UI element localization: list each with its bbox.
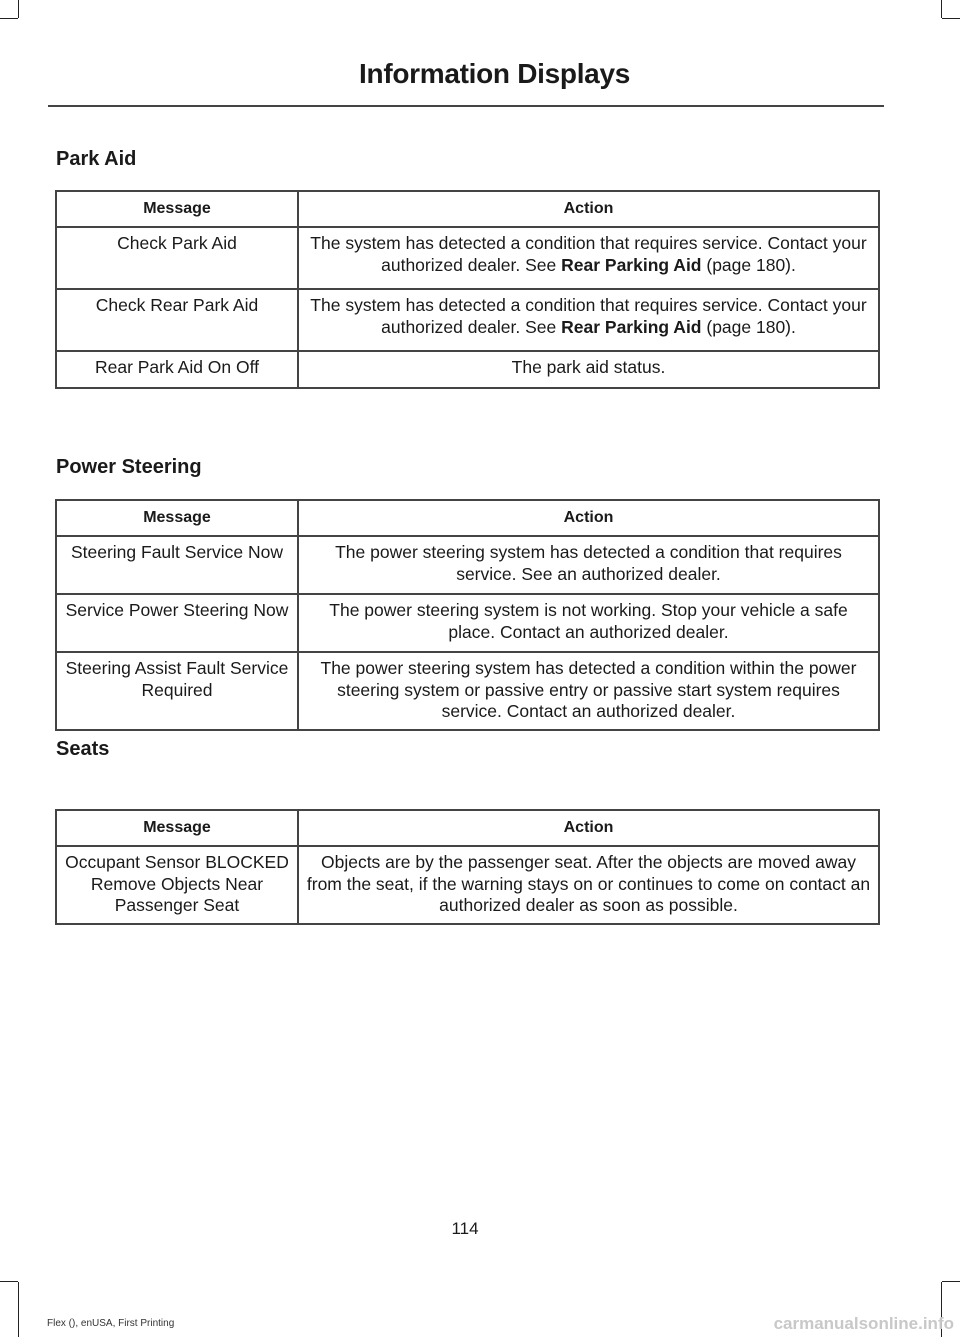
message-cell: Check Park Aid bbox=[56, 227, 298, 289]
section-title-power-steering: Power Steering bbox=[56, 456, 202, 478]
power-steering-table bbox=[55, 499, 880, 731]
message-cell: Occupant Sensor BLOCKED Remove Objects Near Passenger Seat bbox=[56, 846, 298, 924]
crop-mark bbox=[942, 18, 960, 19]
crop-mark bbox=[18, 1282, 19, 1337]
crop-mark bbox=[942, 1281, 960, 1282]
section-title-seats: Seats bbox=[56, 738, 110, 760]
park-aid-table bbox=[55, 190, 880, 389]
section-title-park-aid: Park Aid bbox=[56, 148, 137, 170]
action-cell bbox=[298, 227, 879, 289]
column-header-action: Action bbox=[298, 500, 879, 536]
page-reference: (page 180). bbox=[701, 316, 796, 337]
table-row bbox=[56, 351, 879, 388]
table-header-row bbox=[56, 191, 879, 227]
table-header-row bbox=[56, 810, 879, 846]
seats-table bbox=[55, 809, 880, 925]
page-reference: (page 180). bbox=[701, 254, 796, 275]
cross-reference-link[interactable]: Rear Parking Aid bbox=[561, 316, 702, 337]
action-cell: The park aid status. bbox=[298, 351, 879, 388]
column-header-message: Message bbox=[56, 191, 298, 227]
table-row bbox=[56, 536, 879, 594]
action-text: The system has detected a condition that requires service. Contact your authorized dealer. See bbox=[310, 295, 867, 337]
table-row bbox=[56, 652, 879, 730]
crop-mark bbox=[0, 18, 18, 19]
action-cell: The power steering system has detected a condition within the power steering system or passive entry or passive start system requires service. Contact an authorized dealer. bbox=[298, 652, 879, 730]
column-header-action: Action bbox=[298, 810, 879, 846]
action-cell: Objects are by the passenger seat. After the objects are moved away from the seat, if the warning stays on or continues to come on contact an authorized dealer as soon as possible. bbox=[298, 846, 879, 924]
message-cell: Service Power Steering Now bbox=[56, 594, 298, 652]
action-text: The system has detected a condition that requires service. Contact your authorized dealer. See bbox=[310, 233, 867, 275]
table-header-row bbox=[56, 500, 879, 536]
table-row bbox=[56, 289, 879, 351]
action-cell: The power steering system has detected a condition that requires service. See an authorized dealer. bbox=[298, 536, 879, 594]
column-header-message: Message bbox=[56, 810, 298, 846]
header-divider bbox=[48, 105, 884, 107]
crop-mark bbox=[18, 0, 19, 18]
crop-mark bbox=[941, 0, 942, 18]
table-row bbox=[56, 846, 879, 924]
watermark: carmanualsonline.info bbox=[773, 1314, 954, 1333]
message-cell: Steering Assist Fault Service Required bbox=[56, 652, 298, 730]
action-cell: The power steering system is not working. Stop your vehicle a safe place. Contact an authorized dealer. bbox=[298, 594, 879, 652]
column-header-action: Action bbox=[298, 191, 879, 227]
message-cell: Rear Park Aid On Off bbox=[56, 351, 298, 388]
column-header-message: Message bbox=[56, 500, 298, 536]
message-cell: Steering Fault Service Now bbox=[56, 536, 298, 594]
action-cell bbox=[298, 289, 879, 351]
page-number: 114 bbox=[451, 1219, 479, 1238]
cross-reference-link[interactable]: Rear Parking Aid bbox=[561, 254, 702, 275]
table-row bbox=[56, 227, 879, 289]
footer-print-info: Flex (), enUSA, First Printing bbox=[47, 1318, 175, 1329]
crop-mark bbox=[0, 1281, 18, 1282]
page-title: Information Displays bbox=[359, 58, 630, 89]
message-cell: Check Rear Park Aid bbox=[56, 289, 298, 351]
table-row bbox=[56, 594, 879, 652]
